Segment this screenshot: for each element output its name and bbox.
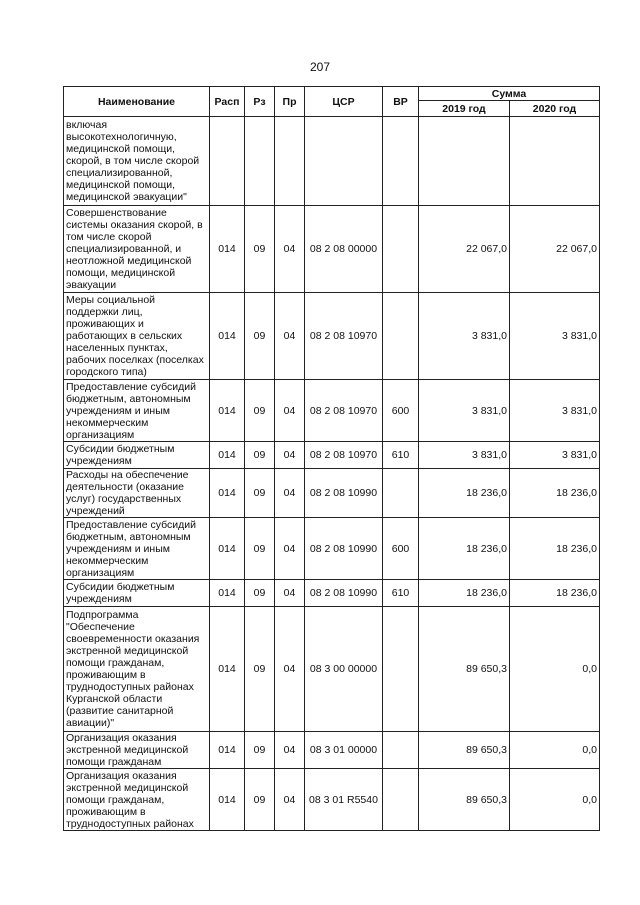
row-name: Расходы на обеспечение деятельности (оказание услуг) государственных учреждений [64,469,210,518]
row-name: включая высокотехнологичную, медицинской помощи, скорой, в том числе скорой специализированной, медицинской помощи, медицинской эвакуации" [64,117,210,206]
row-rasp: 014 [210,293,245,380]
row-2020: 18 236,0 [510,518,600,580]
budget-table [63,86,600,831]
row-csr: 08 2 08 10970 [305,380,383,442]
row-csr: 08 2 08 10970 [305,293,383,380]
row-2019: 18 236,0 [419,469,510,518]
row-pr: 04 [275,607,305,732]
row-2019: 3 831,0 [419,380,510,442]
row-rasp: 014 [210,769,245,831]
row-rz: 09 [245,518,275,580]
row-2020: 3 831,0 [510,442,600,469]
row-csr: 08 3 01 00000 [305,732,383,769]
row-pr: 04 [275,732,305,769]
page-number: 207 [309,60,331,74]
row-2019: 89 650,3 [419,607,510,732]
row-2020: 18 236,0 [510,469,600,518]
row-rz: 09 [245,442,275,469]
row-pr: 04 [275,206,305,293]
row-name: Предоставление субсидий бюджетным, автономным учреждениям и иным некоммерческим организациям [64,518,210,580]
row-rz: 09 [245,380,275,442]
row-csr: 08 3 01 R5540 [305,769,383,831]
row-vr [383,769,419,831]
header-name: Наименование [64,87,210,117]
row-rasp: 014 [210,607,245,732]
header-csr: ЦСР [305,87,383,117]
table-row [64,732,600,769]
row-rasp: 014 [210,442,245,469]
row-2020: 3 831,0 [510,293,600,380]
row-vr: 610 [383,580,419,607]
row-vr [383,607,419,732]
row-name: Совершенствование системы оказания скорой, в том числе скорой специализированной, и неотложной медицинской помощи, медицинской эвакуации [64,206,210,293]
row-csr: 08 3 00 00000 [305,607,383,732]
header-vr: ВР [383,87,419,117]
row-vr [383,206,419,293]
row-2019: 89 650,3 [419,732,510,769]
table-row [64,580,600,607]
row-pr: 04 [275,442,305,469]
row-rasp: 014 [210,732,245,769]
row-2020: 0,0 [510,607,600,732]
row-csr: 08 2 08 10970 [305,442,383,469]
row-pr: 04 [275,380,305,442]
row-rz [245,117,275,206]
row-rz: 09 [245,293,275,380]
row-csr: 08 2 08 10990 [305,469,383,518]
row-vr: 610 [383,442,419,469]
row-name: Субсидии бюджетным учреждениям [64,442,210,469]
row-2020: 0,0 [510,732,600,769]
row-2020: 18 236,0 [510,580,600,607]
row-2019: 3 831,0 [419,442,510,469]
row-rz: 09 [245,732,275,769]
row-2019: 18 236,0 [419,518,510,580]
header-2020: 2020 год [510,101,600,117]
table-row [64,769,600,831]
row-rasp: 014 [210,518,245,580]
row-rz: 09 [245,607,275,732]
table-row [64,117,600,206]
header-pr: Пр [275,87,305,117]
row-pr: 04 [275,769,305,831]
row-csr: 08 2 08 00000 [305,206,383,293]
row-name: Организация оказания экстренной медицинской помощи гражданам [64,732,210,769]
row-rasp: 014 [210,206,245,293]
table-row [64,518,600,580]
table-row [64,442,600,469]
row-vr [383,117,419,206]
row-rz: 09 [245,206,275,293]
table-row [64,607,600,732]
table-row [64,293,600,380]
row-rasp: 014 [210,580,245,607]
row-rz: 09 [245,769,275,831]
row-vr [383,293,419,380]
row-name: Субсидии бюджетным учреждениям [64,580,210,607]
row-pr: 04 [275,518,305,580]
row-vr: 600 [383,380,419,442]
row-rz: 09 [245,580,275,607]
row-csr: 08 2 08 10990 [305,518,383,580]
header-sum: Сумма [419,87,600,101]
row-2020: 22 067,0 [510,206,600,293]
table-row [64,469,600,518]
row-csr: 08 2 08 10990 [305,580,383,607]
row-pr: 04 [275,469,305,518]
row-name: Меры социальной поддержки лиц, проживающих и работающих в сельских населенных пунктах, рабочих поселках (поселках городского типа) [64,293,210,380]
row-2020 [510,117,600,206]
row-pr: 04 [275,580,305,607]
row-2019: 3 831,0 [419,293,510,380]
row-name: Подпрограмма "Обеспечение своевременности оказания экстренной медицинской помощи гражданам, проживающим в труднодоступных районах Курганской области (развитие санитарной авиации)" [64,607,210,732]
row-rasp: 014 [210,380,245,442]
row-vr [383,469,419,518]
row-2020: 3 831,0 [510,380,600,442]
row-rasp: 014 [210,469,245,518]
header-2019: 2019 год [419,101,510,117]
row-pr [275,117,305,206]
row-2019: 22 067,0 [419,206,510,293]
row-vr: 600 [383,518,419,580]
header-rasp: Расп [210,87,245,117]
row-name: Предоставление субсидий бюджетным, автономным учреждениям и иным некоммерческим организациям [64,380,210,442]
table-row [64,380,600,442]
row-pr: 04 [275,293,305,380]
header-rz: Рз [245,87,275,117]
row-rasp [210,117,245,206]
row-name: Организация оказания экстренной медицинской помощи гражданам, проживающим в труднодоступных районах [64,769,210,831]
row-2020: 0,0 [510,769,600,831]
row-vr [383,732,419,769]
row-2019: 89 650,3 [419,769,510,831]
row-2019 [419,117,510,206]
row-rz: 09 [245,469,275,518]
table-row [64,206,600,293]
row-csr [305,117,383,206]
row-2019: 18 236,0 [419,580,510,607]
